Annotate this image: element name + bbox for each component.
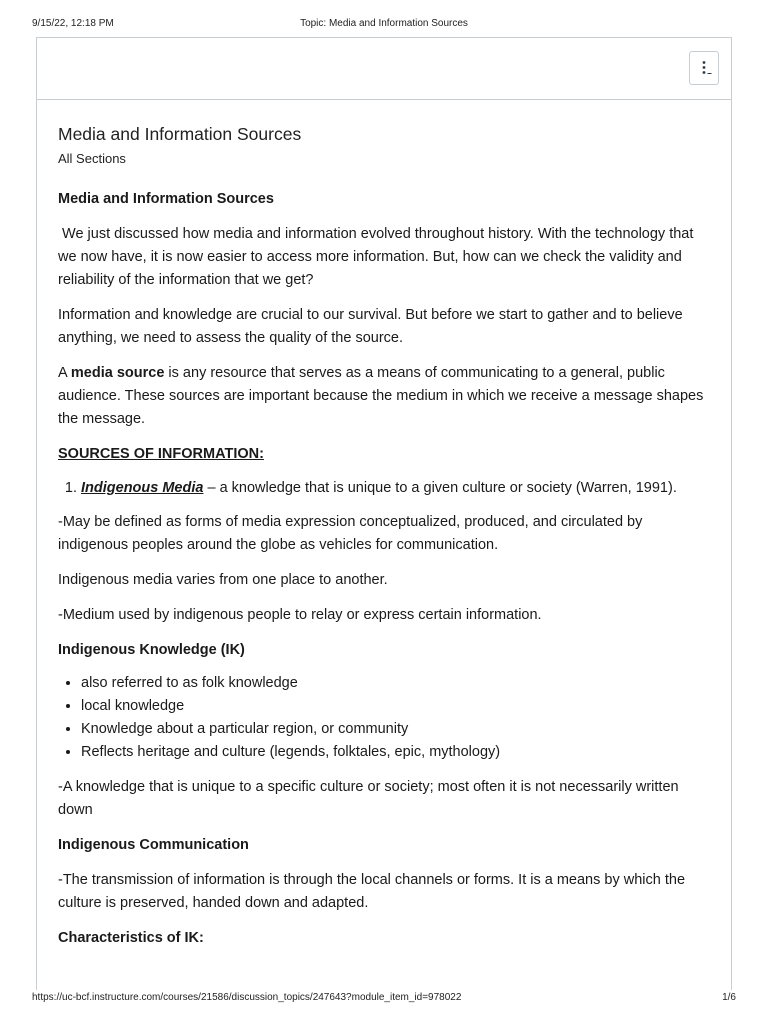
topic-body <box>58 188 713 950</box>
print-footer <box>32 992 736 1006</box>
print-url: https://uc-bcf.instructure.com/courses/21586/discussion_topics/247643?module_item_id=978022 <box>32 992 462 1003</box>
ic-paragraph: -The transmission of information is through the local channels or forms. It is a means by which the culture is preserved, handed down and adapted. <box>58 872 686 911</box>
ik-bullet-item: • local knowledge <box>81 695 713 718</box>
paragraph-3-suffix: is any resource that serves as a means of communicating to a general, public audience. These sources are important because the medium in which we receive a message shapes the message. <box>58 365 708 427</box>
ik-bullet-item: • also referred to as folk knowledge <box>81 672 713 695</box>
body-heading: Media and Information Sources <box>58 191 274 207</box>
print-page-title: Topic: Media and Information Sources <box>300 18 468 29</box>
ic-heading: Indigenous Communication <box>58 837 249 853</box>
body-paragraph-2: Information and knowledge are crucial to our survival. But before we start to gather and to believe anything, we need to assess the quality of the source. <box>58 307 683 346</box>
topic-content <box>58 100 713 950</box>
sources-heading: SOURCES OF INFORMATION: <box>58 446 264 462</box>
media-source-term: media source <box>70 365 165 381</box>
options-menu-button[interactable] <box>689 51 719 85</box>
body-paragraph-3 <box>58 362 713 431</box>
print-header <box>32 18 736 32</box>
ik-heading: Indigenous Knowledge (IK) <box>58 642 245 658</box>
paragraph-3-prefix: A <box>58 365 71 381</box>
ik-bullet-item: • Reflects heritage and culture (legends, folktales, epic, mythology) <box>81 741 713 764</box>
sources-list-item <box>81 477 713 500</box>
indigenous-media-title: Indigenous Media <box>81 480 204 496</box>
indigenous-media-definition: – a knowledge that is unique to a given culture or society (Warren, 1991). <box>203 480 677 496</box>
ik-bullet-item: • Knowledge about a particular region, or community <box>81 718 713 741</box>
indigenous-media-paragraph-3: -Medium used by indigenous people to relay or express certain information. <box>58 607 542 623</box>
print-datetime: 9/15/22, 12:18 PM <box>32 18 114 29</box>
kebab-vertical-icon <box>697 60 713 78</box>
sources-list <box>58 477 713 500</box>
topic-toolbar <box>37 38 731 100</box>
discussion-frame <box>36 37 732 990</box>
topic-sections: All Sections <box>58 151 126 166</box>
indigenous-media-paragraph-1: -May be defined as forms of media expression conceptualized, produced, and circulated by indigenous peoples around the globe as vehicles for communication. <box>58 514 643 553</box>
body-paragraph-1: We just discussed how media and information evolved throughout history. With the technology that we now have, it is now easier to access more information. But, how can we check the validity and reliability of the information that we get? <box>58 226 698 288</box>
print-page-number: 1/6 <box>722 992 736 1003</box>
indigenous-media-paragraph-2: Indigenous media varies from one place to another. <box>58 572 388 588</box>
ik-paragraph: -A knowledge that is unique to a specific culture or society; most often it is not necessarily written down <box>58 779 679 818</box>
ik-bullet-list <box>58 672 713 764</box>
characteristics-heading: Characteristics of IK: <box>58 930 204 946</box>
topic-title: Media and Information Sources <box>58 124 302 144</box>
